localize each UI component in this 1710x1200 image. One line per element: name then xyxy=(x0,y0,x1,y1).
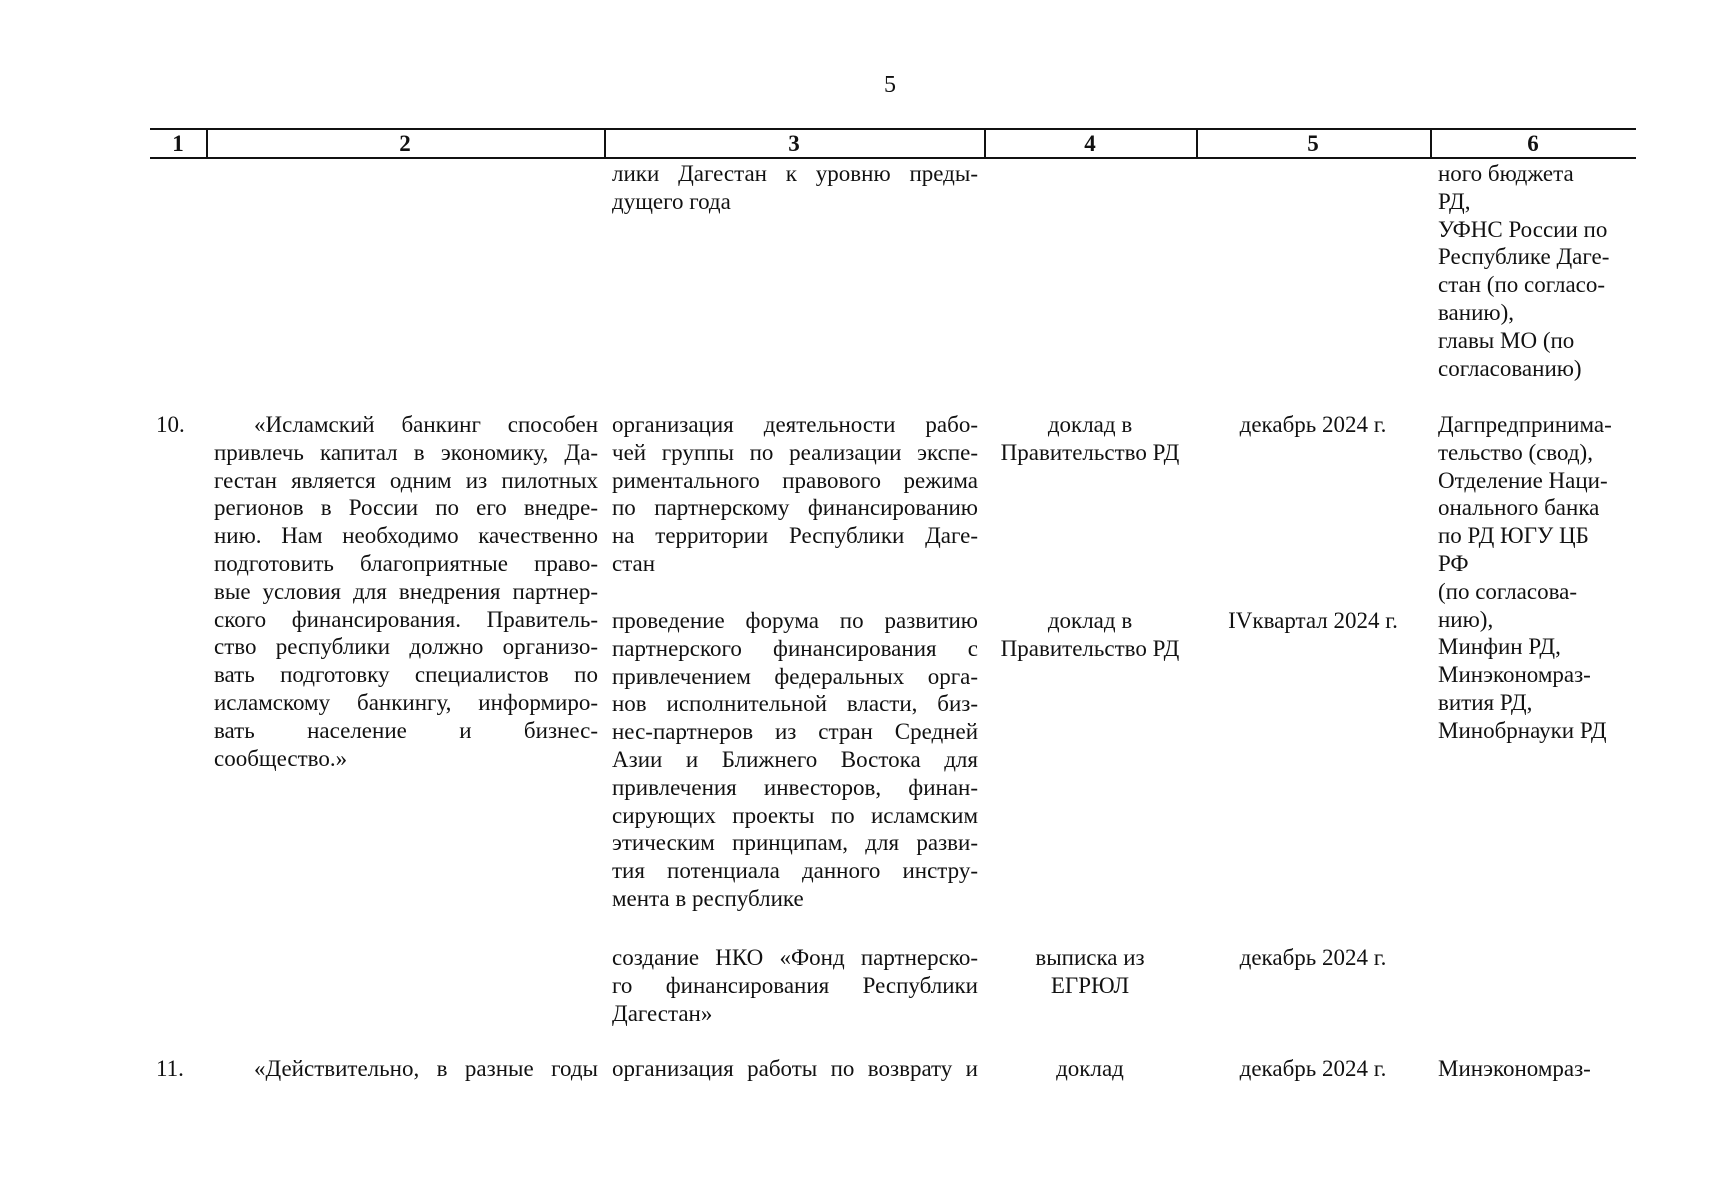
continued-measure: лики Дагестан к уровню преды- дущего года xyxy=(612,161,978,214)
deadline: декабрь 2024 г. xyxy=(1239,945,1387,970)
deadline: IVквартал 2024 г. xyxy=(1228,608,1398,633)
header-col-1: 1 xyxy=(172,131,184,156)
row-number: 10. xyxy=(156,412,185,437)
measure-text: организация деятельности рабо- чей группы по реализации экспе- риментального правового режима по партнерскому финансированию на территории Республики Даге- стан xyxy=(612,412,978,576)
header-col-5: 5 xyxy=(1307,131,1319,156)
row-number: 11. xyxy=(156,1056,184,1081)
page-number: 5 xyxy=(884,72,896,98)
instruction-quote: «Исламский банкинг способен привлечь капитал в экономику, Да- гестан является одним из пилотных регионов в России по его внедре- нию. Нам необходимо качественно подготовить благоприятные право- вые условия для внедрения партнер- ского финансирования. Правитель- ство республики должно организо- вать подготовку специалистов по исламскому банкингу, информиро- вать население и бизнес- сообщество.» xyxy=(214,412,598,771)
header-col-3: 3 xyxy=(788,131,800,156)
responsible-executors: Дагпредпринима- тельство (свод), Отделение Наци- онального банка по РД ЮГУ ЦБ РФ (по согласова- нию), Минфин РД, Минэкономраз- вития РД, Минобрнауки РД xyxy=(1438,412,1612,743)
instruction-quote: «Действительно, в разные годы xyxy=(254,1056,598,1081)
measure-text: проведение форума по развитию партнерского финансирования с привлечением федеральных орга- нов исполнительной власти, биз- нес-партнеров из стран Средней Азии и Ближнего Востока для привлечения инвесторов, финан- сирующих проекты по исламским этическим принципам, для разви- тия потенциала данного инстру- мента в республике xyxy=(612,608,978,911)
completion-form: доклад xyxy=(1056,1056,1124,1081)
continued-responsible: ного бюджета РД, УФНС России по Республике Даге- стан (по согласо- ванию), главы МО (по согласованию) xyxy=(1438,161,1610,381)
measure-text: создание НКО «Фонд партнерско- го финансирования Республики Дагестан» xyxy=(612,945,978,1026)
deadline: декабрь 2024 г. xyxy=(1239,412,1387,437)
header-col-4: 4 xyxy=(1084,131,1096,156)
deadline: декабрь 2024 г. xyxy=(1239,1056,1387,1081)
completion-form: доклад в Правительство РД xyxy=(1000,412,1180,465)
header-col-2: 2 xyxy=(399,131,411,156)
table-header-bottom-border xyxy=(150,157,1636,159)
completion-form: доклад в Правительство РД xyxy=(1000,608,1180,661)
completion-form: выписка из ЕГРЮЛ xyxy=(1035,945,1145,998)
responsible-executors: Минэкономраз- xyxy=(1438,1056,1591,1081)
measure-text: организация работы по возврату и xyxy=(612,1056,978,1081)
header-col-6: 6 xyxy=(1527,131,1539,156)
